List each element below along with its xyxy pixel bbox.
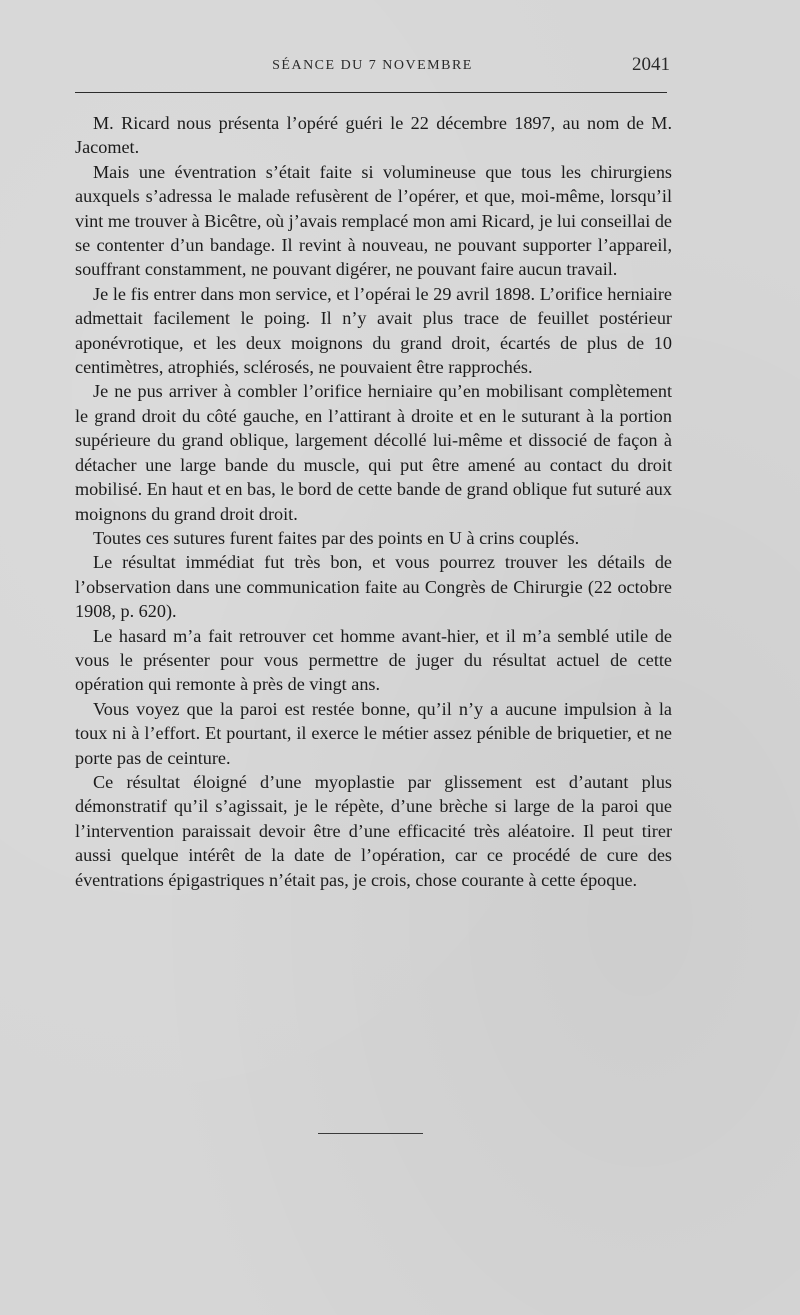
section-end-rule [318, 1133, 423, 1134]
paragraph-9: Ce résultat éloigné d’une myoplastie par glissement est d’autant plus démonstratif qu’il s’agissait, je le répète, d’une brèche si large de la paroi que l’intervention paraissait devoir être d’une efficacité très aléatoire. Il peut tirer aussi quelque intérêt de la date de l’opération, car ce procédé de cure des éventrations épigastriques n’était pas, je crois, chose courante à cette époque. [75, 771, 672, 890]
running-title: SÉANCE DU 7 NOVEMBRE [272, 58, 473, 73]
body-text [75, 111, 672, 892]
running-head [75, 52, 670, 82]
page-number: 2041 [632, 54, 670, 75]
paragraph-6: Le résultat immédiat fut très bon, et vous pourrez trouver les détails de l’observation dans une communication faite au Congrès de Chirurgie (22 octobre 1908, p. 620). [75, 552, 672, 622]
paragraph-2: Mais une éventration s’était faite si volumineuse que tous les chirurgiens auxquels s’adressa le malade refusèrent de l’opérer, et que, moi-même, lorsqu’il vint me trouver à Bicêtre, où j’avais remplacé mon ami Ricard, je lui conseillai de se contenter d’un bandage. Il revint à nouveau, ne pouvant supporter l’appareil, souffrant constamment, ne pouvant digérer, ne pouvant faire aucun travail. [75, 161, 672, 280]
paragraph-7: Le hasard m’a fait retrouver cet homme avant-hier, et il m’a semblé utile de vous le présenter pour vous permettre de juger du résultat actuel de cette opération qui remonte à près de vingt ans. [75, 625, 672, 695]
paragraph-4: Je ne pus arriver à combler l’orifice herniaire qu’en mobilisant complètement le grand droit du côté gauche, en l’attirant à droite et en le suturant à la portion supérieure du grand oblique, largement décollé lui-même et dissocié de façon à détacher une large bande du muscle, qui put être amené au contact du droit mobilisé. En haut et en bas, le bord de cette bande de grand oblique fut suturé aux moignons du grand droit droit. [75, 381, 672, 524]
paragraph-1: M. Ricard nous présenta l’opéré guéri le 22 décembre 1897, au nom de M. Jacomet. [75, 113, 672, 158]
paragraph-8: Vous voyez que la paroi est restée bonne, qu’il n’y a aucune impulsion à la toux ni à l’effort. Et pourtant, il exerce le métier assez pénible de briquetier, et ne porte pas de ceinture. [75, 698, 672, 768]
header-rule [75, 92, 667, 93]
paragraph-3: Je le fis entrer dans mon service, et l’opérai le 29 avril 1898. L’orifice herniaire admettait facilement le poing. Il n’y avait plus trace de feuillet postérieur aponévrotique, et les deux moignons du grand droit, écartés de plus de 10 centimètres, atrophiés, sclérosés, ne pouvaient être rapprochés. [75, 283, 672, 378]
paragraph-5: Toutes ces sutures furent faites par des points en U à crins couplés. [93, 527, 580, 548]
